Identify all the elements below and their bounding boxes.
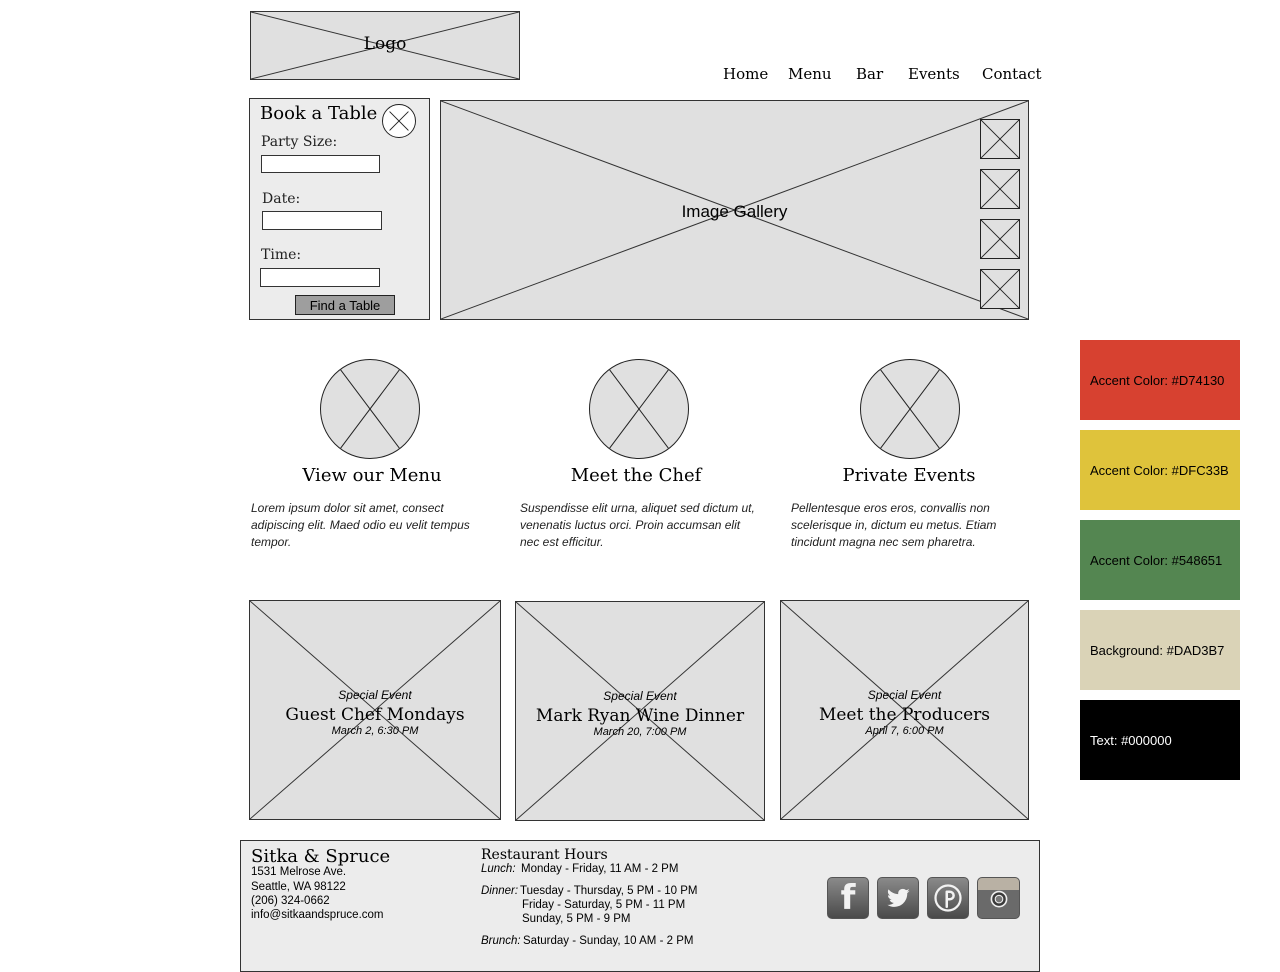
gallery-thumbnail[interactable] (980, 119, 1020, 159)
nav-menu[interactable]: Menu (788, 65, 832, 83)
find-table-button[interactable]: Find a Table (295, 295, 395, 315)
accent-swatch-red (1080, 340, 1240, 420)
camera-glyph (986, 885, 1012, 911)
placeholder-cross (321, 360, 419, 458)
brunch-hours: Saturday - Sunday, 10 AM - 2 PM (523, 935, 694, 947)
book-table-panel (249, 98, 430, 320)
event-kicker: Special Event (603, 689, 677, 703)
event-date: March 2, 6:30 PM (331, 725, 419, 737)
event-kicker: Special Event (338, 688, 412, 702)
dinner-label: Dinner: (481, 885, 519, 897)
event-kicker: Special Event (867, 688, 942, 702)
phone-number[interactable]: (206) 324-0662 (251, 895, 330, 907)
text-color-swatch (1080, 700, 1240, 780)
placeholder-cross (590, 360, 688, 458)
date-input[interactable] (262, 211, 382, 230)
gallery-thumbnail[interactable] (980, 219, 1020, 259)
event-date: March 20, 7:00 PM (593, 726, 687, 738)
event-title: Guest Chef Mondays (285, 705, 465, 725)
dinner-hours-line: Tuesday - Thursday, 5 PM - 10 PM (520, 885, 698, 897)
feature-title[interactable]: Meet the Chef (570, 465, 702, 486)
placeholder-cross (981, 170, 1019, 208)
time-input[interactable] (260, 268, 380, 287)
placeholder-cross (981, 270, 1019, 308)
event-title: Meet the Producers (818, 705, 991, 725)
feature-description: Pellentesque eros eros, convallis non scelerisque in, dictum eu metus. Etiam tincidunt magna nec sem pharetra. (791, 501, 997, 549)
hours-title: Restaurant Hours (481, 847, 608, 863)
brunch-label: Brunch: (481, 935, 521, 947)
swatch-label: Text: #000000 (1090, 732, 1172, 748)
event-date: April 7, 6:00 PM (865, 725, 944, 737)
date-label: Date: (262, 191, 301, 207)
accent-swatch-green (1080, 520, 1240, 600)
nav-bar[interactable]: Bar (856, 65, 884, 83)
close-icon[interactable] (382, 104, 416, 138)
close-icon-glyph (383, 105, 415, 137)
swatch-label: Accent Color: #548651 (1090, 552, 1223, 568)
swatch-label: Accent Color: #D74130 (1090, 372, 1225, 388)
logo-placeholder[interactable] (250, 11, 520, 80)
event-card[interactable] (515, 601, 765, 821)
feature-menu-image[interactable] (320, 359, 420, 459)
feature-description: Lorem ipsum dolor sit amet, consect adipiscing elit. Maed odio eu velit tempus tempor. (251, 501, 470, 549)
feature-chef-image[interactable] (589, 359, 689, 459)
dinner-hours-line: Sunday, 5 PM - 9 PM (522, 913, 631, 925)
event-card[interactable] (780, 600, 1029, 820)
feature-events-image[interactable] (860, 359, 960, 459)
facebook-icon[interactable]: f (827, 877, 869, 919)
gallery-label: Image Gallery (681, 202, 788, 221)
placeholder-cross (981, 120, 1019, 158)
background-swatch (1080, 610, 1240, 690)
event-card[interactable] (249, 600, 501, 820)
image-gallery[interactable] (440, 100, 1029, 320)
lunch-label: Lunch: (481, 863, 516, 875)
gallery-thumbnail[interactable] (980, 269, 1020, 309)
feature-title[interactable]: Private Events (842, 465, 976, 486)
swatch-label: Accent Color: #DFC33B (1090, 462, 1229, 478)
pinterest-icon[interactable] (927, 877, 969, 919)
email-link[interactable]: info@sitkaandspruce.com (251, 909, 384, 921)
restaurant-name: Sitka & Spruce (251, 846, 391, 867)
time-label: Time: (261, 247, 302, 263)
footer (240, 840, 1040, 972)
instagram-icon[interactable] (977, 877, 1020, 919)
feature-title[interactable]: View our Menu (302, 465, 442, 486)
lunch-hours: Monday - Friday, 11 AM - 2 PM (521, 863, 679, 875)
placeholder-cross (981, 220, 1019, 258)
placeholder-cross (861, 360, 959, 458)
accent-swatch-yellow (1080, 430, 1240, 510)
event-title: Mark Ryan Wine Dinner (535, 706, 745, 726)
twitter-bird-glyph (884, 884, 912, 912)
logo-label: Logo (363, 34, 407, 54)
nav-home[interactable]: Home (723, 65, 769, 83)
pinterest-glyph (933, 883, 963, 913)
address-line-1: 1531 Melrose Ave. (251, 866, 347, 878)
nav-contact[interactable]: Contact (982, 65, 1042, 83)
party-size-label: Party Size: (261, 134, 338, 150)
dinner-hours-line: Friday - Saturday, 5 PM - 11 PM (522, 899, 686, 911)
party-size-input[interactable] (261, 155, 380, 173)
twitter-icon[interactable] (877, 877, 919, 919)
feature-description: Suspendisse elit urna, aliquet sed dictum ut, venenatis luctus orci. Proin accumsan elit nec est efficitur. (520, 501, 755, 549)
address-line-2: Seattle, WA 98122 (251, 881, 346, 893)
nav-events[interactable]: Events (908, 65, 960, 83)
swatch-label: Background: #DAD3B7 (1090, 642, 1225, 658)
gallery-thumbnail[interactable] (980, 169, 1020, 209)
book-table-title: Book a Table (260, 103, 378, 124)
